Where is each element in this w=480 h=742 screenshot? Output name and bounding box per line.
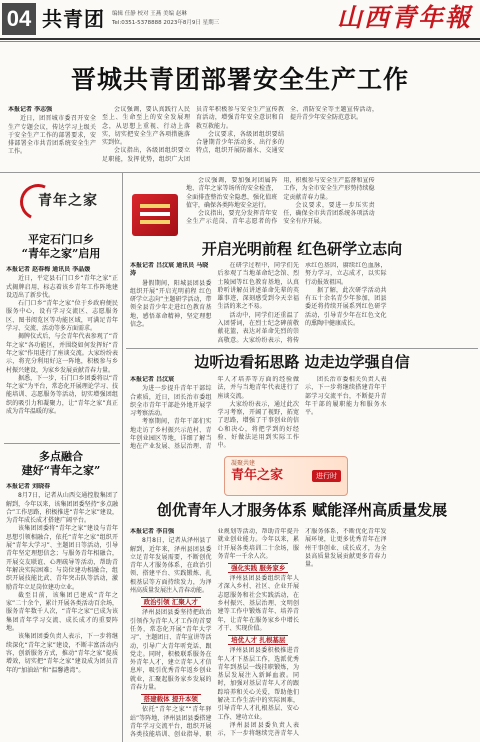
lead-paragraph: 近日，团晋城市委召开安全生产专题会议，传达学习上级关于安全生产工作的部署要求，安排部署全市共青团系统安全生产工作。 bbox=[8, 115, 96, 156]
art1-paragraph: 据了解，此次研学活动共有五十余名青少年参加，团县委还将持续开展系列红色研学活动，引导青少年在红色文化的熏陶中健康成长。 bbox=[305, 286, 387, 328]
left2-title-line1: 多点融合 bbox=[39, 450, 83, 463]
art3-paragraph: 泽州县团县委负责人表示，下一步将继续完善青年人才服务体系，不断优化青年发展环境，让更多优秀青年在泽州干事创业、成长成才，为全县高质量发展贡献更多青春力量。 bbox=[217, 528, 387, 738]
header-rule bbox=[0, 38, 480, 40]
editor-credits: 编辑 任静 校对 王燕 美编 赵琳 bbox=[112, 11, 187, 17]
left2-paragraph: 8月7日，记者从山西交通控股集团了解到，今年以来，该集团团委坚持“多点融合”工作思路，积极推进“青年之家”建设，为青年成长成才搭建广阔平台。 bbox=[6, 492, 118, 525]
art1-byline: 本报记者 吕汶宸 通讯员 马晓涛 bbox=[130, 262, 209, 278]
contact-date: Tel:0351-5378888 2023年8月9日 星期三 bbox=[112, 20, 220, 26]
art1-body bbox=[130, 262, 474, 345]
art2-paragraph: 大家纷纷表示，通过此次学习考察，开阔了视野，拓宽了思路，增强了干事创业的信心和决心，将把学到的好经验、好做法运用到实际工作中。 bbox=[217, 400, 299, 450]
art3-subhead: 培优人才 扎根基层 bbox=[218, 635, 300, 645]
left1-title-line2: “青年之家”启用 bbox=[21, 247, 101, 260]
art3-headline: 创优青年人才服务体系 赋能泽州高质量发展 bbox=[156, 501, 448, 519]
lead-paragraph: 会议强调，要加强对团属阵地、青年之家等场所的安全检查，全面排查整治安全隐患，强化值班值守，确保各类阵地安全运行。 bbox=[186, 177, 278, 209]
lead-paragraph: 会议指出，要充分发挥青年安全生产示范岗、青年志愿者的作用，积极参与安全生产监督和宣传工作，为全市安全生产形势持续稳定贡献青春力量。 bbox=[186, 177, 375, 226]
art3-body bbox=[130, 528, 474, 740]
left2-title-line2: 建好“青年之家” bbox=[21, 464, 101, 477]
lead-body-continued bbox=[186, 177, 472, 235]
youth-home-logo-text: 青年之家 bbox=[38, 193, 98, 209]
art2-byline: 本报记者 吕汶宸 bbox=[130, 376, 175, 383]
banner-line1: 凝聚共建 bbox=[231, 460, 256, 467]
left2-byline: 本报记者 刘晓春 bbox=[6, 483, 51, 490]
art3-paragraph: 泽州县团县委积极推进青年人才下基层工作，选派优秀青年到基层一线挂职锻炼，为基层发展注入新鲜血液。同时，加强对基层青年人才的跟踪培养和关心关爱，帮助他们解决工作生活中的实际困难，引导青年人才扎根基层、安心工作、建功立业。 bbox=[217, 647, 299, 721]
header-rule-thin bbox=[0, 41, 480, 42]
art2-paragraph: 为进一步提升青年干部综合素质，近日，团长治市委组织全市青年干部赴外地开展学习考察活动。 bbox=[130, 385, 212, 418]
left1-title-line1: 平定石门口乡 bbox=[28, 233, 94, 246]
art2-headline: 边听边看拓思路 边走边学强自信 bbox=[194, 353, 410, 371]
art2-paragraph: 团长治市委相关负责人表示，下一步将继续搭建青年干部学习交流平台，不断提升青年干部的履职能力和服务水平。 bbox=[305, 376, 387, 417]
art1-headline: 开启光明前程 红色研学立志向 bbox=[201, 240, 403, 258]
left2-paragraph: 该集团团委负责人表示，下一步将继续深化“青年之家”建设，不断丰富活动内容，创新服务方式，推动“青年之家”提质增效，切实把“青年之家”建设成为团员青年的“加油站”和“温馨港湾”。 bbox=[6, 633, 118, 674]
art3-paragraph: 8月8日，记者从泽州县了解到，近年来，泽州县团县委立足青年发展需要，不断创优青年人才服务体系，在政治引领、搭建平台、实践锻炼、扎根基层等方面持续发力，为泽州高质量发展注入青春动能。 bbox=[130, 537, 212, 595]
red-section-badge-icon bbox=[132, 194, 178, 236]
left1-paragraph: 近日，平定县石门口乡“青年之家”正式揭牌启用，标志着该乡青年工作阵地建设迈出了新步伐。 bbox=[6, 275, 118, 299]
lead-paragraph: 会议要求，要进一步压实责任，确保全市共青团系统各项活动安全有序开展。 bbox=[283, 201, 375, 226]
left2-paragraph: 该集团团委将“青年之家”建设与青年思想引领相融合，依托“青年之家”组织开展“青年大学习”、主题团日等活动，引导青年坚定理想信念；与服务青年相融合，开展交友联谊、心理疏导等活动，帮助青年解决实际困难；与岗位建功相融合，组织开展技能比武、青年突击队等活动，激励青年立足岗位建功立业。 bbox=[6, 525, 118, 591]
divider bbox=[126, 348, 478, 349]
art3-subhead: 搭建载体 提升本领 bbox=[130, 694, 212, 704]
art1-paragraph: 在研学过程中，同学们先后参观了当地革命纪念馆、烈士陵园等红色教育基地，认真聆听讲解员讲述革命先辈的英雄事迹，深刻感受到今天幸福生活的来之不易。 bbox=[217, 262, 299, 311]
art2-paragraph: 考察期间，青年干部们实地走访了乡村振兴示范村、青年创业园区等地，详细了解当地在产业发展、基层治理、青年人才培养等方面的经验做法，并与当地青年代表进行了座谈交流。 bbox=[130, 376, 299, 451]
divider bbox=[4, 443, 120, 444]
banner-line3: 进行时 bbox=[312, 470, 341, 482]
art2-body bbox=[130, 376, 474, 452]
column-divider bbox=[122, 173, 123, 742]
left1-paragraph: 据悉，下一步，石门口乡团委将以“青年之家”为平台，常态化开展理论学习、技能培训、志愿服务等活动，切实增强团组织的吸引力和凝聚力，让“青年之家”真正成为青年温暖的家。 bbox=[6, 374, 118, 416]
lead-headline: 晋城共青团部署安全生产工作 bbox=[70, 65, 409, 94]
youth-home-logo bbox=[16, 180, 108, 224]
art3-byline: 本报记者 李自强 bbox=[130, 528, 175, 535]
left2-body bbox=[6, 483, 118, 739]
art3-paragraph: 泽州县团县委组织青年人才深入乡村、社区、企业开展志愿服务和社会实践活动，在乡村振兴、基层治理、文明创建等工作中锻炼青年、培养青年，让青年在服务家乡中增长才干、实现价值。 bbox=[217, 575, 299, 632]
lead-paragraph: 会议强调，要认真践行人民至上、生命至上的安全发展理念，从思想上重视、行动上落实，切实把安全生产各项措施落实到位。 bbox=[102, 106, 190, 147]
left2-paragraph: 截至目前，该集团已建成“青年之家”二十余个，累计开展各类活动百余场，服务青年数千人次，“青年之家”已成为该集团青年学习交流、成长成才的重要阵地。 bbox=[6, 591, 118, 633]
left1-paragraph: 揭牌仪式后，与会青年代表参观了“青年之家”各功能区，并围绕如何发挥好“青年之家”作用进行了座谈交流。大家纷纷表示，将充分利用好这一阵地，积极参与乡村振兴建设，为家乡发展贡献青春力量。 bbox=[6, 333, 118, 374]
left1-paragraph: 石门口乡“青年之家”位于乡政府便民服务中心，设有学习交流区、志愿服务区、图书阅览区等功能区域，可满足青年学习、交流、活动等多方面需求。 bbox=[6, 300, 118, 333]
art3-subhead: 强化实践 服务家乡 bbox=[218, 563, 300, 573]
art3-subhead: 政治引领 汇聚人才 bbox=[130, 597, 212, 607]
art1-paragraph: 活动中，同学们还重温了入团誓词，在烈士纪念碑前敬献花篮，表达对革命先烈的崇高敬意。大家纷纷表示，将传承红色基因，赓续红色血脉，努力学习，立志成才，以实际行动报效祖国。 bbox=[217, 262, 387, 344]
art1-paragraph: 暑假期间，阳城县团县委组织开展“开启光明前程 红色研学立志向”主题研学活动，带领全县青少年走进红色教育基地，感悟革命精神，坚定理想信念。 bbox=[130, 279, 212, 329]
lead-body bbox=[8, 106, 472, 168]
newspaper-masthead-logo: 山西青年報 bbox=[336, 3, 472, 32]
lead-paragraph: 会议要求，各级团组织要结合暑期青少年活动多、出行多的特点，组织开展防溺水、交通安全、消防安全等主题宣传活动，提升青少年安全防范意识。 bbox=[196, 106, 378, 155]
left1-body bbox=[6, 266, 118, 440]
art3-paragraph: 泽州县团县委坚持把政治引领作为青年人才工作的首要任务，常态化开展“青年大学习”、主题团日、青年宣讲等活动，引导广大青年听党话、跟党走。同时，积极联系服务在外青年人才，建立青年人才信息库，吸引优秀青年返乡创业就业，汇聚起服务家乡发展的青春力量。 bbox=[130, 609, 212, 692]
divider bbox=[0, 172, 480, 173]
lead-paragraph: 会议指出，各级团组织要立足职能，发挥优势，组织广大团员青年积极参与安全生产宣传教育活动，增强青年安全意识和自救互救能力。 bbox=[102, 106, 284, 163]
page-number: 04 bbox=[2, 3, 36, 35]
art3-paragraph: 依托“青年之家”“青年驿站”等阵地，泽州县团县委搭建青年学习交流平台，组织开展各类技能培训、创业指导、职业规划等活动，帮助青年提升就业创业能力。今年以来，累计开展各类培训二十余场，服务青年一千余人次。 bbox=[130, 528, 299, 739]
section-title: 共青团 bbox=[42, 7, 105, 31]
banner-line2: 青年之家 bbox=[231, 468, 284, 483]
left1-byline: 本报记者 赵春梅 通讯员 李晶媛 bbox=[6, 266, 91, 273]
lead-byline: 本报记者 李志强 bbox=[8, 106, 53, 113]
youth-home-banner bbox=[224, 456, 348, 496]
